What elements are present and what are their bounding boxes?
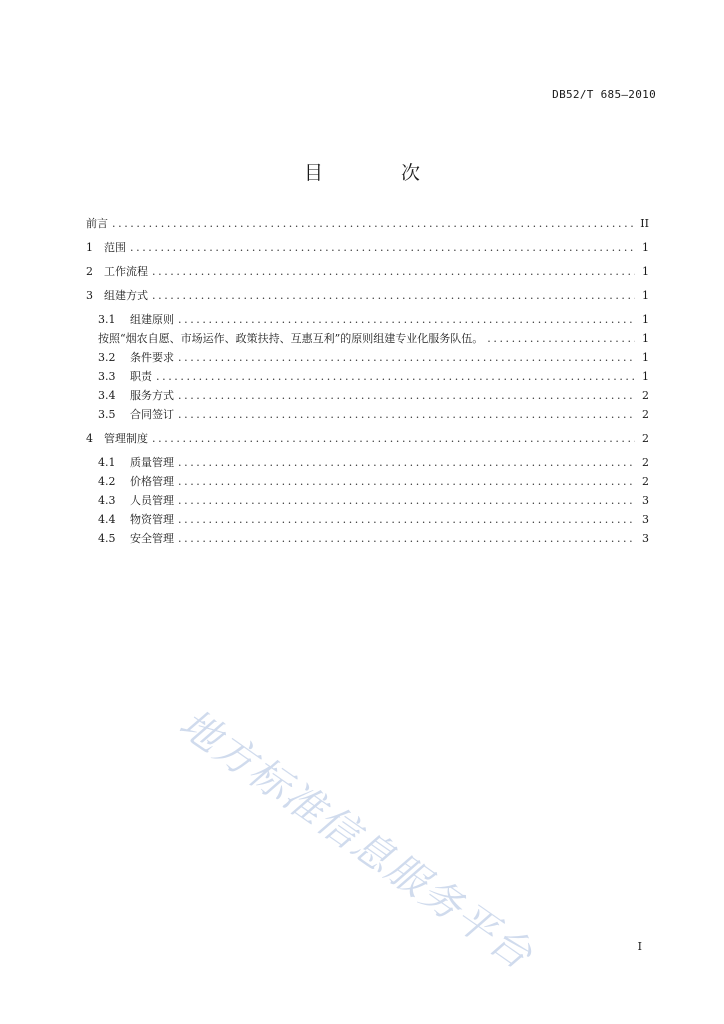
toc-leader bbox=[152, 262, 635, 281]
toc-number: 3.3 bbox=[98, 370, 116, 383]
toc-leader bbox=[156, 367, 635, 386]
toc-row[interactable] bbox=[86, 310, 649, 329]
toc-label: 合同签订 bbox=[130, 408, 174, 421]
toc-leader bbox=[178, 310, 635, 329]
toc-label: 按照“烟农自愿、市场运作、政策扶持、互惠互利”的原则组建专业化服务队伍。 bbox=[98, 332, 484, 345]
toc-page: 3 bbox=[642, 513, 649, 526]
toc-page: 1 bbox=[642, 241, 649, 254]
toc-number: 3 bbox=[86, 289, 93, 302]
toc-row[interactable] bbox=[86, 348, 649, 367]
page-title: 目 次 bbox=[303, 162, 457, 184]
toc-label: 物资管理 bbox=[130, 513, 174, 526]
toc-number: 4.3 bbox=[98, 494, 116, 507]
toc-label: 管理制度 bbox=[104, 432, 148, 445]
toc-page: 1 bbox=[642, 351, 649, 364]
toc-leader bbox=[178, 348, 635, 367]
toc-page: 3 bbox=[642, 494, 649, 507]
toc-leader bbox=[178, 405, 635, 424]
watermark: 地方标准信息服务平台 bbox=[170, 700, 542, 980]
document-code: DB52/T 685—2010 bbox=[552, 88, 656, 101]
toc-row[interactable] bbox=[86, 238, 649, 257]
toc-page: 3 bbox=[642, 532, 649, 545]
toc-number: 4.4 bbox=[98, 513, 116, 526]
toc-row[interactable] bbox=[86, 386, 649, 405]
toc-number: 1 bbox=[86, 241, 93, 254]
toc-page: 1 bbox=[642, 313, 649, 326]
toc-label: 质量管理 bbox=[130, 456, 174, 469]
toc-leader bbox=[487, 329, 635, 348]
toc-number: 3.2 bbox=[98, 351, 116, 364]
toc-label: 前言 bbox=[86, 217, 108, 230]
page-number: I bbox=[637, 940, 642, 953]
toc-page: II bbox=[640, 217, 649, 230]
toc-page: 2 bbox=[642, 389, 649, 402]
toc-row[interactable] bbox=[86, 429, 649, 448]
toc-row[interactable] bbox=[86, 491, 649, 510]
toc-label: 服务方式 bbox=[130, 389, 174, 402]
toc-row[interactable] bbox=[86, 262, 649, 281]
toc-row[interactable] bbox=[86, 367, 649, 386]
toc-leader bbox=[152, 286, 635, 305]
toc-leader bbox=[178, 491, 635, 510]
toc-page: 2 bbox=[642, 475, 649, 488]
toc-page: 2 bbox=[642, 432, 649, 445]
toc-leader bbox=[152, 429, 635, 448]
toc-label: 工作流程 bbox=[104, 265, 148, 278]
toc-label: 组建原则 bbox=[130, 313, 174, 326]
toc-number: 3.1 bbox=[98, 313, 116, 326]
toc-leader bbox=[178, 510, 635, 529]
toc-leader bbox=[178, 472, 635, 491]
toc-leader bbox=[178, 453, 635, 472]
toc-page: 2 bbox=[642, 456, 649, 469]
toc-leader bbox=[130, 238, 635, 257]
toc-page: 1 bbox=[642, 265, 649, 278]
toc-number: 3.4 bbox=[98, 389, 116, 402]
toc-row[interactable] bbox=[86, 453, 649, 472]
toc-page: 1 bbox=[642, 289, 649, 302]
toc-label: 人员管理 bbox=[130, 494, 174, 507]
toc-number: 4 bbox=[86, 432, 93, 445]
toc-leader bbox=[178, 386, 635, 405]
toc-label: 组建方式 bbox=[104, 289, 148, 302]
toc-page: 1 bbox=[642, 332, 649, 345]
toc-number: 4.5 bbox=[98, 532, 116, 545]
toc-page: 1 bbox=[642, 370, 649, 383]
toc-row[interactable] bbox=[86, 510, 649, 529]
toc-leader bbox=[112, 214, 635, 233]
toc-row[interactable] bbox=[86, 214, 649, 233]
toc-leader bbox=[178, 529, 635, 548]
toc-label: 安全管理 bbox=[130, 532, 174, 545]
toc-label: 范围 bbox=[104, 241, 126, 254]
toc-page: 2 bbox=[642, 408, 649, 421]
toc-row[interactable] bbox=[86, 529, 649, 548]
toc-label: 职责 bbox=[130, 370, 152, 383]
toc-number: 4.2 bbox=[98, 475, 116, 488]
toc-row[interactable] bbox=[86, 329, 649, 348]
toc-number: 2 bbox=[86, 265, 93, 278]
toc-row[interactable] bbox=[86, 405, 649, 424]
table-of-contents bbox=[86, 214, 649, 548]
toc-label: 条件要求 bbox=[130, 351, 174, 364]
toc-number: 3.5 bbox=[98, 408, 116, 421]
toc-row[interactable] bbox=[86, 472, 649, 491]
toc-label: 价格管理 bbox=[130, 475, 174, 488]
toc-number: 4.1 bbox=[98, 456, 116, 469]
toc-row[interactable] bbox=[86, 286, 649, 305]
